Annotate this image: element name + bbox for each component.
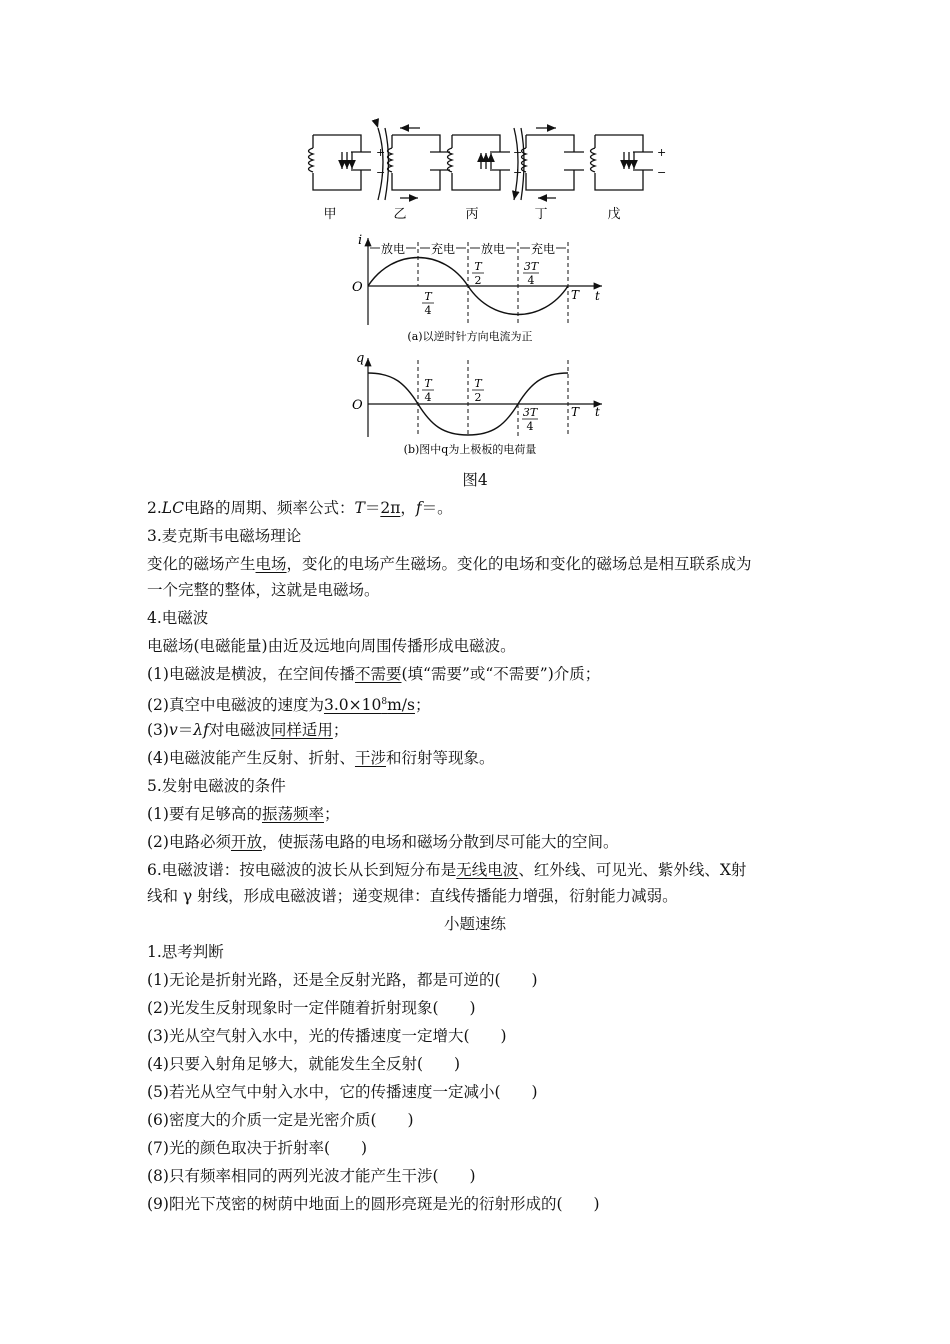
practice-subheading: 1.思考判断	[147, 943, 224, 961]
svg-text:i: i	[358, 233, 363, 248]
svg-text:q: q	[356, 351, 365, 366]
svg-text:2: 2	[474, 274, 482, 287]
svg-text:2: 2	[474, 391, 482, 404]
svg-text:T: T	[424, 290, 432, 303]
section-5-title: 5.发射电磁波的条件	[147, 777, 286, 795]
judge-item: (6)密度大的介质一定是光密介质( )	[147, 1111, 414, 1129]
emission-item-2: (2)电路必须开放，使振荡电路的电场和磁场分散到尽可能大的空间。	[147, 833, 619, 851]
graph-a	[352, 233, 602, 343]
circuit-label-bing: 丙	[465, 207, 479, 222]
circuit-wu	[591, 135, 654, 190]
judge-item: (9)阳光下茂密的树荫中地面上的圆形亮斑是光的衍射形成的( )	[147, 1195, 600, 1213]
circuit-label-yi: 乙	[393, 207, 407, 222]
em-wave-item-2: (2)真空中电磁波的速度为$3.0\times 10^8m/s$；	[147, 696, 431, 715]
svg-text:O: O	[352, 280, 363, 295]
svg-text:3T: 3T	[522, 406, 538, 419]
circuit-ding	[514, 128, 584, 200]
maxwell-line-2: 一个完整的整体，这就是电磁场。	[147, 581, 380, 599]
seg-2: 充电	[430, 242, 456, 256]
spectrum-line-1: 6.电磁波谱：按电磁波的波长从长到短分布是无线电波、红外线、可见光、紫外线、X射	[147, 861, 747, 879]
em-wave-item-1: (1)电磁波是横波，在空间传播不需要(填“需要”或“不需要”)介质；	[147, 665, 601, 683]
section-3-title: 3.麦克斯韦电磁场理论	[147, 527, 302, 545]
spectrum-line-2: 线和 γ 射线，形成电磁波谱；递变规律：直线传播能力增强，衍射能力减弱。	[147, 887, 678, 905]
caption-a: (a)以逆时针方向电流为正	[407, 330, 533, 343]
section-4-title: 4.电磁波	[147, 609, 209, 627]
em-wave-intro: 电磁场(电磁能量)由近及远地向周围传播形成电磁波。	[147, 637, 516, 655]
svg-text:−: −	[376, 166, 386, 179]
svg-text:−: −	[657, 166, 667, 179]
judge-item: (1)无论是折射光路，还是全反射光路，都是可逆的( )	[147, 971, 538, 989]
svg-text:4: 4	[424, 304, 432, 317]
judge-item: (8)只有频率相同的两列光波才能产生干涉( )	[147, 1167, 476, 1185]
em-wave-item-4: (4)电磁波能产生反射、折射、干涉和衍射等现象。	[147, 749, 495, 767]
svg-text:T: T	[570, 405, 580, 419]
circuit-bing	[448, 135, 511, 190]
em-wave-item-3: (3)v＝λf对电磁波同样适用；	[147, 721, 349, 739]
svg-text:+: +	[657, 146, 667, 159]
figure-4	[0, 0, 950, 500]
svg-text:t: t	[595, 289, 600, 303]
svg-text:T: T	[474, 260, 482, 273]
circuit-yi	[378, 128, 450, 200]
practice-heading: 小题速练	[443, 915, 506, 933]
svg-text:O: O	[352, 398, 363, 413]
circuit-label-jia: 甲	[323, 207, 337, 222]
maxwell-line-1: 变化的磁场产生电场，变化的电场产生磁场。变化的电场和变化的磁场总是相互联系成为	[147, 555, 752, 573]
svg-text:−: −	[513, 146, 523, 159]
emission-item-1: (1)要有足够高的振荡频率；	[147, 805, 340, 823]
judge-item: (3)光从空气射入水中，光的传播速度一定增大( )	[147, 1027, 507, 1045]
graph-b	[352, 351, 602, 456]
svg-text:t: t	[595, 405, 600, 419]
seg-3: 放电	[480, 242, 506, 256]
svg-text:T: T	[474, 377, 482, 390]
svg-text:T: T	[570, 288, 580, 302]
circuit-label-wu: 戊	[607, 207, 621, 222]
lc-formula-line: 2.LC电路的周期、频率公式：T＝2π，f＝。	[147, 499, 453, 517]
seg-4: 充电	[530, 242, 556, 256]
judge-item: (5)若光从空气中射入水中，它的传播速度一定减小( )	[147, 1083, 538, 1101]
svg-text:4: 4	[527, 274, 535, 287]
judge-item: (2)光发生反射现象时一定伴随着折射现象( )	[147, 999, 476, 1017]
figure-title: 图4	[462, 471, 488, 489]
svg-text:4: 4	[526, 420, 534, 433]
svg-text:+: +	[376, 146, 386, 159]
svg-text:3T: 3T	[523, 260, 539, 273]
judge-item: (4)只要入射角足够大，就能发生全反射( )	[147, 1055, 461, 1073]
caption-b: (b)图中q为上极板的电荷量	[403, 443, 537, 456]
svg-text:+: +	[513, 166, 523, 179]
circuit-label-ding: 丁	[534, 207, 548, 222]
seg-1: 放电	[380, 242, 406, 256]
svg-text:T: T	[424, 377, 432, 390]
svg-text:4: 4	[424, 391, 432, 404]
circuit-jia	[309, 135, 372, 190]
judge-item: (7)光的颜色取决于折射率( )	[147, 1139, 368, 1157]
